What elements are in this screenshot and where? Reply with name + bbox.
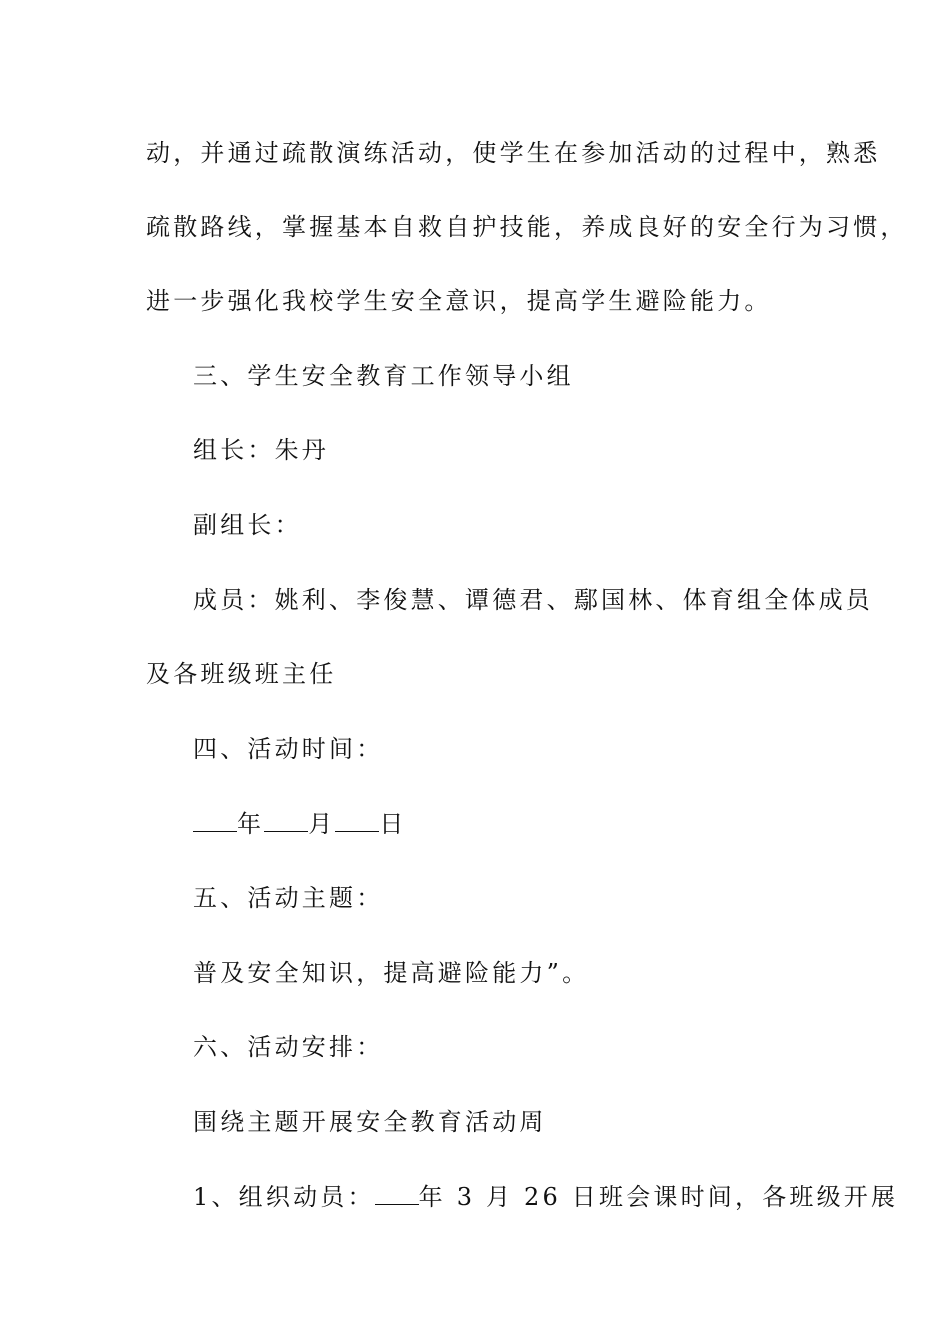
year-label: 年: [237, 810, 265, 838]
day-label: 日: [379, 810, 407, 838]
section-heading-arrangement: 六、活动安排：: [193, 1033, 384, 1061]
paragraph-line: 动，并通过疏散演练活动，使学生在参加活动的过程中，熟悉: [146, 139, 881, 167]
month-label: 月: [308, 810, 336, 838]
blank-underline: [193, 811, 237, 832]
section-heading-theme: 五、活动主题：: [193, 884, 384, 912]
blank-underline: [264, 811, 308, 832]
item-1-prefix: 1、组织动员：: [193, 1183, 375, 1211]
paragraph-line: 进一步强化我校学生安全意识，提高学生避险能力。: [146, 287, 772, 315]
item-1-line: [193, 1181, 899, 1213]
members-line: 成员：姚利、李俊慧、谭德君、鄢国林、体育组全体成员: [193, 586, 873, 614]
blank-underline: [375, 1184, 419, 1205]
section-heading-leadership: 三、学生安全教育工作领导小组: [193, 362, 574, 390]
date-line: [193, 808, 873, 840]
item-1-suffix: 年 3 月 26 日班会课时间，各班级开展: [418, 1183, 899, 1211]
paragraph-line: 疏散路线，掌握基本自救自护技能，养成良好的安全行为习惯，: [146, 213, 908, 241]
theme-line: 普及安全知识，提高避险能力”。: [193, 959, 590, 987]
leader-line: 组长：朱丹: [193, 436, 329, 464]
section-heading-time: 四、活动时间：: [193, 735, 384, 763]
members-line-continued: 及各班级班主任: [146, 660, 337, 688]
arrangement-line: 围绕主题开展安全教育活动周: [193, 1108, 547, 1136]
deputy-leader-line: 副组长：: [193, 511, 302, 539]
blank-underline: [335, 811, 379, 832]
